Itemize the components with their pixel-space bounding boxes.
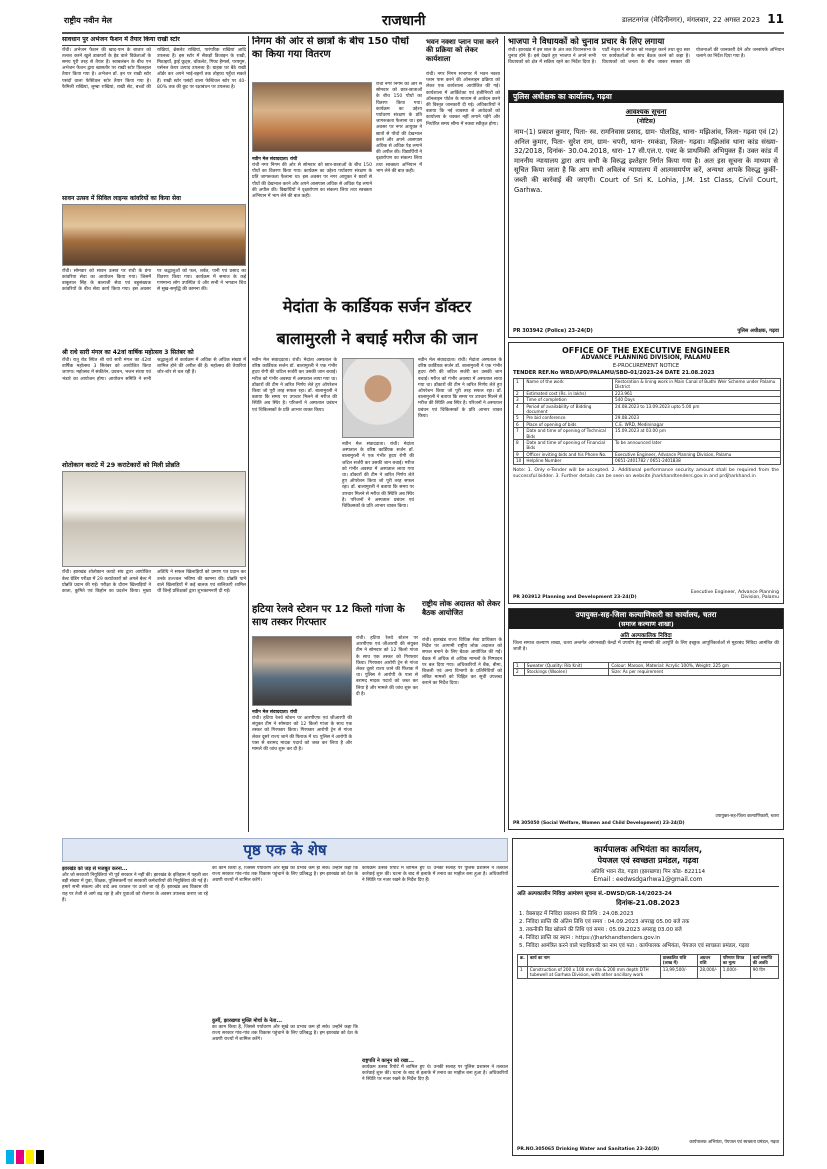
table-cell: 28,000/-	[697, 966, 720, 978]
table-cell: Executive Engineer, Advance Planning Division, Palamu	[613, 451, 781, 457]
tender-schedule	[513, 908, 783, 952]
sapling-distribution-photo	[252, 82, 372, 152]
ad-email: Email : eedwsdgarhwa1@gmail.com	[593, 876, 703, 883]
welfare-table	[513, 662, 781, 676]
table-cell: प्राक्कलित राशि (लाख में)	[660, 955, 697, 967]
schedule-line: 3. तकनीकी बिड खोलने की तिथि एवं समय : 05.09.2023 अपराह्न 03.00 बजे	[519, 927, 682, 933]
table-cell: 6	[514, 421, 524, 427]
article-body: रांची। हटिया रेलवे स्टेशन पर आरपीएफ एवं जीआरपी की संयुक्त टीम ने सोमवार को 12 किलो गांजा के साथ एक तस्कर को गिरफ्तार किया। गिरफ्तार आरोपी ट्रेन से गांजा लेकर दूसरे राज्य जाने की फिराक में था। पुलिस ने आरोपी के पास से बरामद मादक पदार्थ को जब्त कर लिया है और मामले की जांच शुरू कर दी है।	[252, 716, 352, 753]
table-cell: 13,99,500/-	[660, 966, 697, 978]
ad-footer-signature: Executive Engineer, Advance Planning Division, Palamu	[690, 590, 779, 600]
table-cell: 8	[514, 440, 524, 452]
registration-swatch-cyan	[6, 1150, 14, 1164]
schedule-line: 5. निविदा आमंत्रित करने वाले पदाधिकारी का नाम एवं पता : कार्यपालक अभियंता, पेयजल एवं स्वच्छता प्रमंडल, गढ़वा	[519, 943, 750, 949]
ad-header: OFFICE OF THE EXECUTIVE ENGINEER	[561, 346, 731, 355]
table-row	[514, 428, 781, 440]
article-headline: श्री राधे सारी मंगल का 42वां वार्षिक महोत्सव 3 सितंबर को	[62, 348, 194, 356]
registration-swatch-black	[36, 1150, 44, 1164]
article-headline: भवन नक्शा प्लान पास करने की प्रक्रिया को लेकर कार्यशाला	[426, 38, 499, 63]
column-divider	[248, 36, 249, 832]
table-cell: कार्य समाप्ति की अवधि	[750, 955, 778, 967]
ganja-seizure-photo	[252, 636, 352, 706]
middle-column	[252, 36, 502, 832]
table-row	[514, 379, 781, 391]
continuation-headline: राष्ट्रपति ने कानून को रखा...	[362, 1058, 414, 1064]
article-body: और जो सरकारी नियुक्तियां भी पूर्व सरकार ने नहीं की। झारखंड के इतिहास में पहली बार बड़ी संख्या में युवा, शिक्षक, पुलिसकर्मी एवं सरकारी कर्मचारियों की नियुक्तियां की गई हैं। हमारे सभी संकल्प और वादे अब धरातल पर उतारे जा रहे हैं। झारखंड अब विकास की राह पर तेजी से आगे बढ़ रहा है और युवाओं को रोजगार के अवसर उपलब्ध कराए जा रहे हैं।	[62, 873, 208, 903]
ad-header: कार्यपालक अभियंता का कार्यालय,	[593, 845, 703, 855]
masthead	[62, 10, 784, 30]
masthead-logo: राष्ट्रीय नवीन मेल	[64, 16, 112, 25]
article-body: राँची। सोमवार को सावन उत्सव पर रांची के डंगा कांवरिया सेवा का आयोजन किया गया। जिसमें बाबूलाल सिंह के बालाजी सेवा एवं बहुसंख्यक कांवरियों के बीच सेवा कार्य किया गया। इस अवसर पर श्रद्धालुओं को फल, शर्बत, पानी एवं प्रसाद का वितरण किया गया। कार्यक्रम में समाज के कई गणमान्य लोग उपस्थित थे और सभी ने भगवान शिव से सुख-समृद्धि की कामना की।	[62, 268, 246, 293]
table-cell: Period of availability of Bidding document	[524, 403, 613, 415]
schedule-line: 1. वेबसाइट में निविदा प्रकाशन की तिथि : 24.08.2023	[519, 911, 634, 917]
big-headline-line2: बालामुरली ने बचाई मरीज की जान	[276, 329, 478, 348]
welfare-notice-ad	[508, 608, 784, 830]
masthead-section: राजधानी	[382, 13, 426, 29]
table-cell: 29.08.2023	[613, 415, 781, 421]
table-cell: Stockings (Woolen)	[524, 669, 609, 675]
banner-title: पृष्ठ एक के शेष	[243, 841, 327, 859]
table-row	[518, 966, 779, 978]
table-cell: Restoration & lining work in Main Canal of Budhi Weir Scheme under Palamu District	[613, 379, 781, 391]
notice-subtitle: (नोटिस)	[636, 118, 656, 125]
table-cell: 9	[514, 451, 524, 457]
table-cell: Construction of 200 x 100 mm dia & 200 mm depth DTH tubewell at Garhwa Division, with other ancillary work	[527, 966, 660, 978]
ad-footer-code: PR 303942 (Police) 23-24(D)	[513, 328, 593, 334]
table-cell: Time of completion	[524, 397, 613, 403]
table-cell: 4	[514, 403, 524, 415]
article-headline: सावधान पुर अभेजन फैशन में तैयार किया राखी स्टोर	[62, 36, 246, 46]
tender-table	[517, 954, 779, 979]
table-cell: 90 दिन	[750, 966, 778, 978]
notice-body: नाम-(1) प्रकाश कुमार, पिता- स्व. रामनिवास प्रसाद, ग्राम- पोलडिह, थाना- मझिआंव, जिला- गढ़वा एवं (2) अनिल कुमार, पिता- सुरेश राम, ग्राम- चपरी, थाना- रमकंडा, जिला- गढ़वा। मझिआंव थाना कांड संख्या- 32/2018, दिनांक- 30.04.2018, धारा- 17 सी.एल.ए. एक्ट के प्राथमिकी अभियुक्त हैं। उक्त कांड में माननीय न्यायालय द्वारा आप सभी के विरुद्ध इश्तेहार निर्गत किया गया है। अतः इस सूचना के माध्यम से सूचित किया जाता है कि आप सभी अविलंब न्यायालय में आत्मसमर्पण करें, अन्यथा आपके विरुद्ध कुर्की-जब्ती की कार्रवाई की जाएगी। Court of Sri K. Lohia, J.M. 1st Class, Civil Court, Garhwa.	[514, 128, 778, 194]
ad-subheader: ADVANCE PLANNING DIVISION, PALAMU	[581, 355, 711, 361]
ad-footer-code: PR 305050 (Social Welfare, Women and Child Development) 23-24(D)	[513, 821, 685, 826]
table-cell: 540 Days	[613, 397, 781, 403]
registration-swatch-yellow	[26, 1150, 34, 1164]
ad-header: पुलिस अधीक्षक का कार्यालय, गढ़वा	[509, 91, 783, 103]
table-cell: Sweater (Quality: Rib Knit)	[524, 663, 609, 669]
table-cell: अग्रधन राशि	[697, 955, 720, 967]
table-cell: 1	[514, 663, 525, 669]
ad-footer-signature: पुलिस अधीक्षक, गढ़वा	[737, 328, 779, 334]
notice-body: जिला समाज कल्याण शाखा, चतरा अन्तर्गत आंगनबाड़ी केन्द्रों में उपयोग हेतु सामग्री की आपूर्ति के लिए इच्छुक आपूर्तिकर्ताओं से मुहरबंद निविदा आमंत्रित की जाती है।	[513, 641, 779, 653]
article-body: रांची। हटिया रेलवे स्टेशन पर आरपीएफ एवं जीआरपी की संयुक्त टीम ने सोमवार को 12 किलो गांजा के साथ एक तस्कर को गिरफ्तार किया। गिरफ्तार आरोपी ट्रेन से गांजा लेकर दूसरे राज्य जाने की फिराक में था। पुलिस ने आरोपी के पास से बरामद मादक पदार्थ को जब्त कर लिया है और मामले की जांच शुरू कर दी है।	[356, 636, 418, 697]
notice-title: अति अल्पकालीन निविदा आमंत्रण सूचना सं.-DWSD/GR-14/2023-24	[517, 886, 779, 897]
table-cell: 15.09.2023 at 03.00 pm	[613, 428, 781, 440]
table-cell: Size: As per requirement	[609, 669, 781, 675]
table-cell: C.E. WRD, Medininagar	[613, 421, 781, 427]
masthead-dateline: डालटनगंज (मेदिनीनगर), मंगलवार, 22 अगस्त 2023	[621, 16, 760, 24]
continuation-col-3	[362, 866, 508, 1156]
table-cell: Colour: Maroon, Material: Acrylic 100%, Weight: 225 gm	[609, 663, 781, 669]
article-body: राँची। झारखंड शोतोकान कराटे संघ द्वारा आयोजित बेल्ट ग्रेडिंग परीक्षा में 29 कराटेकारों को अगले बेल्ट में प्रोन्नति प्रदान की गई। परीक्षा के दौरान खिलाड़ियों ने काता, कुमिते एवं किहोन का प्रदर्शन किया। मुख्य अतिथि ने सफल खिलाड़ियों को प्रमाण पत्र प्रदान कर उनके उज्ज्वल भविष्य की कामना की। प्रोन्नति पाने वाले खिलाड़ियों में कई बालक एवं बालिकाएँ शामिल थीं जिन्हें प्रशिक्षकों द्वारा शुभकामनाएँ दी गईं।	[62, 570, 246, 595]
article-body: राँची। अभेजन फैशन की खाद-पान के बाजार को तलाश करने खुले डाकघरों के हेड वाले विक्रेताओं के समय पूरी तरह से तैयार हैं। स्वाबलंबन के बीच एन अभेजन फैशन द्वारा खासतौर पर राखी स्टोर फ़िलहाल तैयार किया गया है। अभेजन डॉ. इन पर राखी स्टोर पसंदों वाला फेस्टिवल स्टोर तैयार किया गया है। फैमिली राखियां, लुम्बा राखियां, राखी सेट, बच्चों की राखियां, ब्रेसलेट राखियां, पारंपरिक राखियां आदि उपलब्ध हैं। इस स्टोर में सैकड़ों डिजाइन के राखी, मिठाइयाँ, ड्राई फ्रूट्स, चॉकलेट, गिफ्ट हैम्पर्स, परफ्यूम, पर्सनल केयर उत्पाद उपलब्ध हैं। ग्राहक घर बैठे राखी ऑर्डर कर अपने भाई-बहनों तक तोहफ़ा पहुँचा सकते हैं। राखी स्टोर पसंदों वाला फेस्टिवल स्टोर पर 40-80% तक की छूट पर रक्षाबंधन पर उपलब्ध है।	[62, 47, 246, 90]
table-cell: Estimated cost (Rs. in lakhs)	[524, 390, 613, 396]
photo-caption: नवीन मेल संवाददाता। रांची	[252, 157, 298, 162]
kanwar-seva-photo	[62, 204, 246, 266]
article-body: का काम किया है, जिससे पर्यावरण और सूखे का प्रभाव कम हो सके। उन्होंने कहा कि राज्य सरकार गांव-गांव तक विकास पहुंचाने के लिए प्रतिबद्ध है। हम झारखंड को देश के अग्रणी राज्यों में शामिल करेंगे।	[212, 1025, 358, 1043]
article-headline: भाजपा ने विधायकों को चुनाव प्रचार के लिए लगाया	[508, 36, 665, 46]
table-cell: Officer inviting bids and his Phone No.	[524, 451, 613, 457]
left-column	[62, 36, 246, 832]
ad-subheader: (समाज कल्याण शाखा)	[509, 620, 783, 629]
notice-title: अति अल्पकालिक निविदा	[620, 633, 672, 639]
article-headline: निगम की ओर से छात्रों के बीच 150 पौधों का किया गया वितरण	[252, 36, 409, 60]
article-body: कार्यक्रम उत्सव रिपोर्ट में शामिल हुए थे। उनकी सलाह पर पुलिस प्रशासन ने तत्काल कार्रवाई शुरू की। घटना के बाद से इलाके में तनाव का माहौल बना हुआ है। अधिकारियों ने स्थिति पर नजर रखने के निर्देश दिए हैं।	[362, 866, 508, 884]
table-cell: परिमाण विपत्र का मूल्य	[720, 955, 750, 967]
article-body: रांची। झारखंड में इस साल के अंत तक विधानसभा के चुनाव होने हैं। इसे देखते हुए भाजपा ने अपने सभी विधायकों को क्षेत्र में सक्रिय रहने का निर्देश दिया है। पार्टी नेतृत्व ने संगठन को मजबूत करने तथा बूथ स्तर पर कार्यकर्ताओं के साथ बैठक करने को कहा है। विधायकों को जनता के बीच जाकर सरकार की योजनाओं की जानकारी देने और जनसंपर्क अभियान चलाने का निर्देश दिया गया है।	[508, 48, 784, 66]
table-row	[514, 669, 781, 675]
table-header-row	[518, 955, 779, 967]
ad-footer-signature: कार्यपालक अभियंता, पेयजल एवं स्वच्छता प्रमंडल, गढ़वा	[689, 1140, 779, 1145]
table-cell: Date and time of opening of Financial Bids	[524, 440, 613, 452]
notice-title: आवश्यक सूचना	[625, 108, 667, 116]
continuation-col-1	[62, 866, 208, 1156]
table-cell: 2	[514, 390, 524, 396]
table-cell: क्र.	[518, 955, 528, 967]
notice-title: E-PROCUREMENT NOTICE	[612, 363, 680, 369]
water-sanitation-tender-ad	[512, 838, 784, 1156]
table-cell: Helpline Number	[524, 458, 613, 464]
table-row	[514, 440, 781, 452]
doctor-portrait-photo	[342, 358, 414, 438]
tender-notes: Note: 1. Only e-Tender will be accepted. 2. Additional performance security amount shall be required from the successful bidder. 3. Further details can be seen on website jharkhandtenders.gov.in and prdjharkhand.in	[513, 467, 779, 479]
tender-notice-ad	[508, 342, 784, 604]
article-headline: हटिया रेलवे स्टेशन पर 12 किलो गांजा के साथ तस्कर गिरफ्तार	[252, 604, 405, 628]
table-cell: 2	[514, 669, 525, 675]
masthead-rule	[62, 32, 784, 34]
table-cell: 1,000/-	[720, 966, 750, 978]
ad-header: उपायुक्त-सह-जिला कल्याणिकारी का कार्यालय, चतरा	[509, 609, 783, 620]
article-body: राँची। रातू रोड स्थित श्री राधे सारी मंगल का 42वां वार्षिक महोत्सव 3 सितंबर को आयोजित किया जाएगा। महोत्सव में संकीर्तन, प्रवचन, भजन संध्या एवं भंडारे का आयोजन होगा। आयोजन समिति ने सभी श्रद्धालुओं से कार्यक्रम में अधिक से अधिक संख्या में शामिल होने की अपील की है। महोत्सव की तैयारियां जोर-शोर से चल रही हैं।	[62, 357, 246, 382]
karate-group-photo	[62, 471, 246, 567]
article-body: नवीन मेल संवाददाता। रांची। मेदांता अस्पताल के वरिष्ठ कार्डियक सर्जन डॉ. बालामुरली ने एक गंभीर हृदय रोगी की जटिल सर्जरी कर उसकी जान बचाई। मरीज को गंभीर अवस्था में अस्पताल लाया गया था। डॉक्टरों की टीम ने त्वरित निर्णय लेते हुए ऑपरेशन किया जो पूरी तरह सफल रहा। डॉ. बालामुरली ने बताया कि समय पर उपचार मिलने से मरीज की स्थिति अब स्थिर है। परिजनों ने अस्पताल प्रबंधन एवं चिकित्सकों के प्रति आभार व्यक्त किया।	[418, 358, 502, 419]
table-row	[514, 458, 781, 464]
article-body: रांची। नगर निगम सभागार में भवन नक्शा प्लान पास करने की ऑनलाइन प्रक्रिया को लेकर एक कार्यशाला आयोजित की गई। कार्यशाला में आर्किटेक्ट एवं इंजीनियरों को ऑनलाइन पोर्टल के माध्यम से आवेदन करने की विस्तृत जानकारी दी गई। अधिकारियों ने बताया कि नई व्यवस्था से आवेदकों को कार्यालय के चक्कर नहीं लगाने पड़ेंगे और निर्धारित समय सीमा में नक्शा स्वीकृत होगा।	[426, 72, 500, 127]
table-cell: 3	[514, 397, 524, 403]
table-cell: 10	[514, 458, 524, 464]
continuation-col-2	[212, 866, 358, 1156]
ad-footer-signature: उपायुक्त-सह-जिला कल्याणिकारी, चतरा	[715, 814, 779, 819]
ad-address: अतिथि भवन रोड, गढ़वा (झारखण्ड) पिन कोड- 822114	[591, 869, 705, 875]
ad-footer-code: PR 303912 Planning and Development 23-24(D)	[513, 595, 637, 600]
article-headline: सावन उत्सव में सिविल लाइन्स कांवरियों का किया सेवा	[62, 194, 181, 202]
table-cell: Pre bid conference	[524, 415, 613, 421]
table-cell: 1	[514, 379, 524, 391]
table-cell: Name of the work	[524, 379, 613, 391]
table-row	[514, 403, 781, 415]
page-number: 11	[767, 12, 784, 26]
article-body: कार्यक्रम उत्सव रिपोर्ट में शामिल हुए थे। उनकी सलाह पर पुलिस प्रशासन ने तत्काल कार्रवाई शुरू की। घटना के बाद से इलाके में तनाव का माहौल बना हुआ है। अधिकारियों ने स्थिति पर नजर रखने के निर्देश दिए हैं।	[362, 1065, 508, 1083]
table-cell: 7	[514, 428, 524, 440]
article-body: रांची। झारखंड राज्य विधिक सेवा प्राधिकार के निर्देश पर आगामी राष्ट्रीय लोक अदालत को सफल बनाने के लिए बैठक आयोजित की गई। बैठक में अधिक से अधिक मामलों के निष्पादन पर बल दिया गया। अधिकारियों ने बैंक, बीमा, बिजली एवं अन्य विभागों के प्रतिनिधियों को लंबित मामलों को चिह्नित कर सूची उपलब्ध कराने का निर्देश दिया।	[422, 638, 502, 687]
table-cell: Place of opening of bids	[524, 421, 613, 427]
ad-footer-code: PR.NO.305065 Drinking Water and Sanitation 23-24(D)	[517, 1147, 660, 1152]
table-cell: 24.08.2023 to 13.09.2023 upto 5.00 pm	[613, 403, 781, 415]
police-notice-ad	[508, 90, 784, 338]
article-headline: शोतोकान कराटे में 29 कराटेकारों को मिली प्रोन्नति	[62, 460, 180, 469]
schedule-line: 4. निविदा प्राप्ति का स्थान : https://jharkhandtenders.gov.in	[519, 935, 661, 941]
column-divider	[504, 36, 505, 832]
big-headline-line1: मेदांता के कार्डियक सर्जन डॉक्टर	[282, 297, 472, 316]
table-cell: 1	[518, 966, 528, 978]
table-cell: 5	[514, 415, 524, 421]
continuation-banner	[62, 838, 508, 862]
notice-date: दिनांक-21.08.2023	[616, 899, 680, 907]
right-column	[508, 36, 784, 832]
tender-table	[513, 378, 781, 465]
registration-swatch-magenta	[16, 1150, 24, 1164]
article-body: का काम किया है, जिससे पर्यावरण और सूखे का प्रभाव कम हो सके। उन्होंने कहा कि राज्य सरकार गांव-गांव तक विकास पहुंचाने के लिए प्रतिबद्ध है। हम झारखंड को देश के अग्रणी राज्यों में शामिल करेंगे।	[212, 866, 358, 884]
tender-ref: TENDER REF.No WRD/APD/PALAMU/SBD-01/2023-24 DATE 21.08.2023	[513, 370, 715, 376]
schedule-line: 2. निविदा प्राप्ति की अंतिम तिथि एवं समय : 04.09.2023 अपराह्न 05.00 बजे तक	[519, 919, 690, 925]
continuation-headline: कुर्मी, झारखण्ड मुक्ति मोर्चा के नेता...	[212, 1018, 283, 1024]
article-body: नवीन मेल संवाददाता। रांची। मेदांता अस्पताल के वरिष्ठ कार्डियक सर्जन डॉ. बालामुरली ने एक गंभीर हृदय रोगी की जटिल सर्जरी कर उसकी जान बचाई। मरीज को गंभीर अवस्था में अस्पताल लाया गया था। डॉक्टरों की टीम ने त्वरित निर्णय लेते हुए ऑपरेशन किया जो पूरी तरह सफल रहा। डॉ. बालामुरली ने बताया कि समय पर उपचार मिलने से मरीज की स्थिति अब स्थिर है। परिजनों ने अस्पताल प्रबंधन एवं चिकित्सकों के प्रति आभार व्यक्त किया।	[252, 358, 337, 413]
article-body: रांची नगर निगम की ओर से सोमवार को छात्र-छात्राओं के बीच 150 पौधों का वितरण किया गया। कार्यक्रम का उद्देश्य पर्यावरण संरक्षण के प्रति जागरूकता फैलाना था। इस अवसर पर नगर आयुक्त ने छात्रों से पौधों की देखभाल करने और अपने आसपास अधिक से अधिक पेड़ लगाने की अपील की। विद्यार्थियों ने वृक्षारोपण का संकल्प लिया तथा स्वच्छता अभियान में भाग लेने की बात कही।	[252, 163, 372, 200]
table-cell: Date and time of opening of Technical Bids	[524, 428, 613, 440]
continuation-headline: झारखंड को जड़ से मजबूत करना...	[62, 866, 128, 872]
table-cell: 223.961	[613, 390, 781, 396]
photo-caption: नवीन मेल संवाददाता। रांची	[252, 710, 298, 715]
article-body: नवीन मेल संवाददाता। रांची। मेदांता अस्पताल के वरिष्ठ कार्डियक सर्जन डॉ. बालामुरली ने एक गंभीर हृदय रोगी की जटिल सर्जरी कर उसकी जान बचाई। मरीज को गंभीर अवस्था में अस्पताल लाया गया था। डॉक्टरों की टीम ने त्वरित निर्णय लेते हुए ऑपरेशन किया जो पूरी तरह सफल रहा। डॉ. बालामुरली ने बताया कि समय पर उपचार मिलने से मरीज की स्थिति अब स्थिर है। परिजनों ने अस्पताल प्रबंधन एवं चिकित्सकों के प्रति आभार व्यक्त किया।	[342, 442, 414, 510]
table-cell: 0651-2401782 / 0651-2401838	[613, 458, 781, 464]
ad-subheader: पेयजल एवं स्वच्छता प्रमंडल, गढ़वा	[597, 856, 699, 865]
article-body: रांची नगर निगम की ओर से सोमवार को छात्र-छात्राओं के बीच 150 पौधों का वितरण किया गया। कार्यक्रम का उद्देश्य पर्यावरण संरक्षण के प्रति जागरूकता फैलाना था। इस अवसर पर नगर आयुक्त ने छात्रों से पौधों की देखभाल करने और अपने आसपास अधिक से अधिक पेड़ लगाने की अपील की। विद्यार्थियों ने वृक्षारोपण का संकल्प लिया तथा स्वच्छता अभियान में भाग लेने की बात कही।	[376, 82, 422, 174]
article-headline: राष्ट्रीय लोक अदालत को लेकर बैठक आयोजित	[422, 599, 501, 617]
table-cell: To be announced later	[613, 440, 781, 452]
table-cell: कार्य का नाम	[527, 955, 660, 967]
